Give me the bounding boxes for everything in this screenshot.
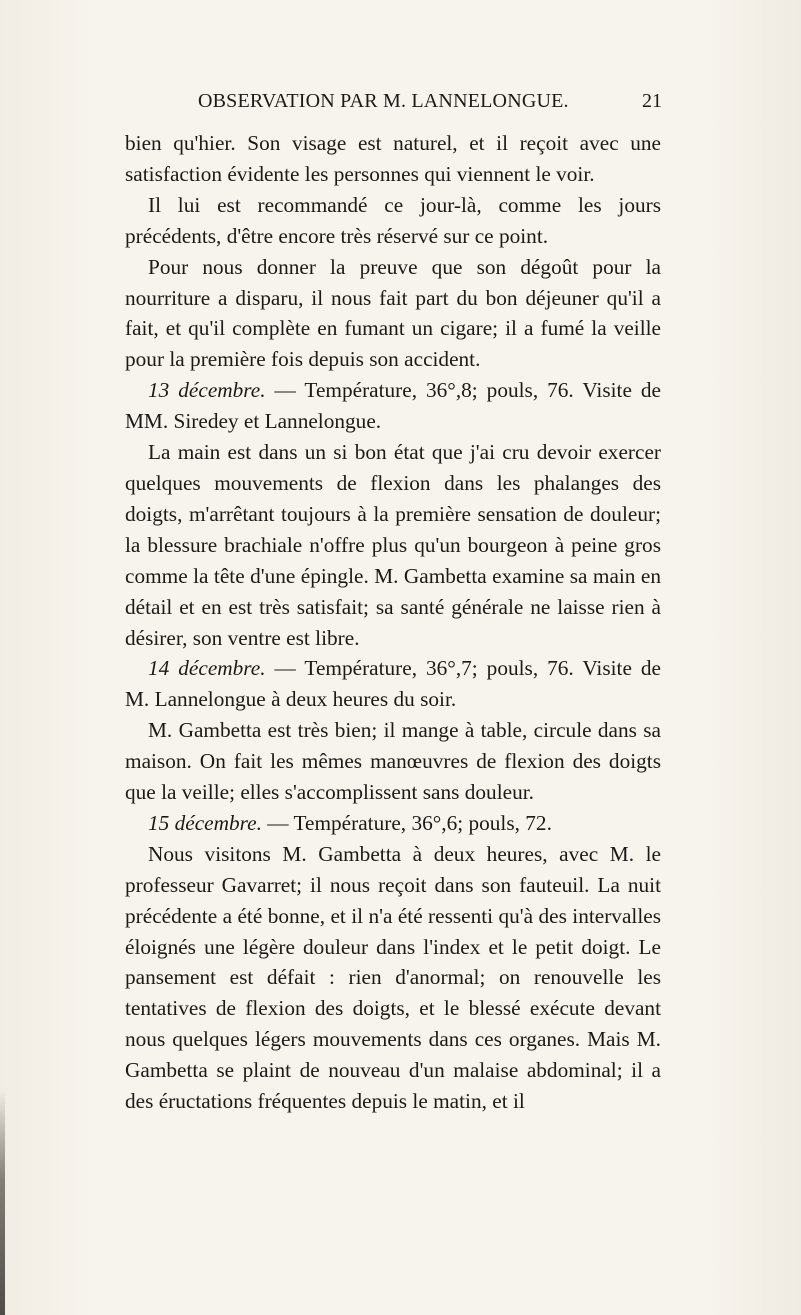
dated-entry — [125, 653, 661, 715]
page-header — [198, 90, 662, 120]
entry-date: 15 décembre. — [148, 810, 262, 835]
body-text — [125, 128, 661, 1117]
entry-date: 13 décembre. — [148, 378, 266, 403]
paragraph: Il lui est recommandé ce jour-là, comme les jours précédents, d'être encore très réservé sur ce point. — [125, 192, 661, 248]
page-edge-shadow — [0, 1090, 5, 1315]
running-head: OBSERVATION PAR M. LANNELONGUE. — [198, 90, 569, 112]
paragraph: M. Gambetta est très bien; il mange à table, circule dans sa maison. On fait les mêmes manœuvres de flexion des doigts que la veille; elles s'accomplissent sans douleur. — [125, 718, 661, 805]
entry-text: — Température, 36°,6; pouls, 72. — [261, 810, 552, 835]
paragraph: Nous visitons M. Gambetta à deux heures, avec M. le professeur Gavarret; il nous reçoit dans son fauteuil. La nuit précédente a été bonne, et il n'a été ressenti qu'à des intervalles éloignés une légère douleur dans l'index et le petit doigt. Le pansement est défait : rien d'anormal; on renouvelle les tentatives de flexion des doigts, et le blessé exécute devant nous quelques légers mouvements dans ces organes. Mais M. Gambetta se plaint de nouveau d'un malaise abdominal; il a des éructations fréquentes depuis le matin, et il — [125, 841, 661, 1114]
entry-date: 14 décembre. — [148, 656, 266, 681]
page-number: 21 — [642, 90, 662, 112]
entry-text: — Température, 36°,7; pouls, 76. Visite de M. Lannelongue à deux heures du soir. — [125, 656, 661, 712]
dated-entry — [125, 808, 661, 839]
dated-entry — [125, 375, 661, 437]
paragraph: La main est dans un si bon état que j'ai cru devoir exercer quelques mouvements de flexion dans les phalanges des doigts, m'arrêtant toujours à la première sensation de douleur; la blessure brachiale n'offre plus qu'un bourgeon à peine gros comme la tête d'une épingle. M. Gambetta examine sa main en détail et en est très satisfait; sa santé générale ne laisse rien à désirer, son ventre est libre. — [125, 440, 661, 650]
paragraph: Pour nous donner la preuve que son dégoût pour la nourriture a disparu, il nous fait part du bon déjeuner qu'il a fait, et qu'il complète en fumant un cigare; il a fumé la veille pour la première fois depuis son accident. — [125, 254, 661, 372]
entry-text: — Température, 36°,8; pouls, 76. Visite de MM. Siredey et Lannelongue. — [125, 378, 661, 434]
paragraph: bien qu'hier. Son visage est naturel, et il reçoit avec une satisfaction évidente les personnes qui viennent le voir. — [125, 131, 661, 186]
